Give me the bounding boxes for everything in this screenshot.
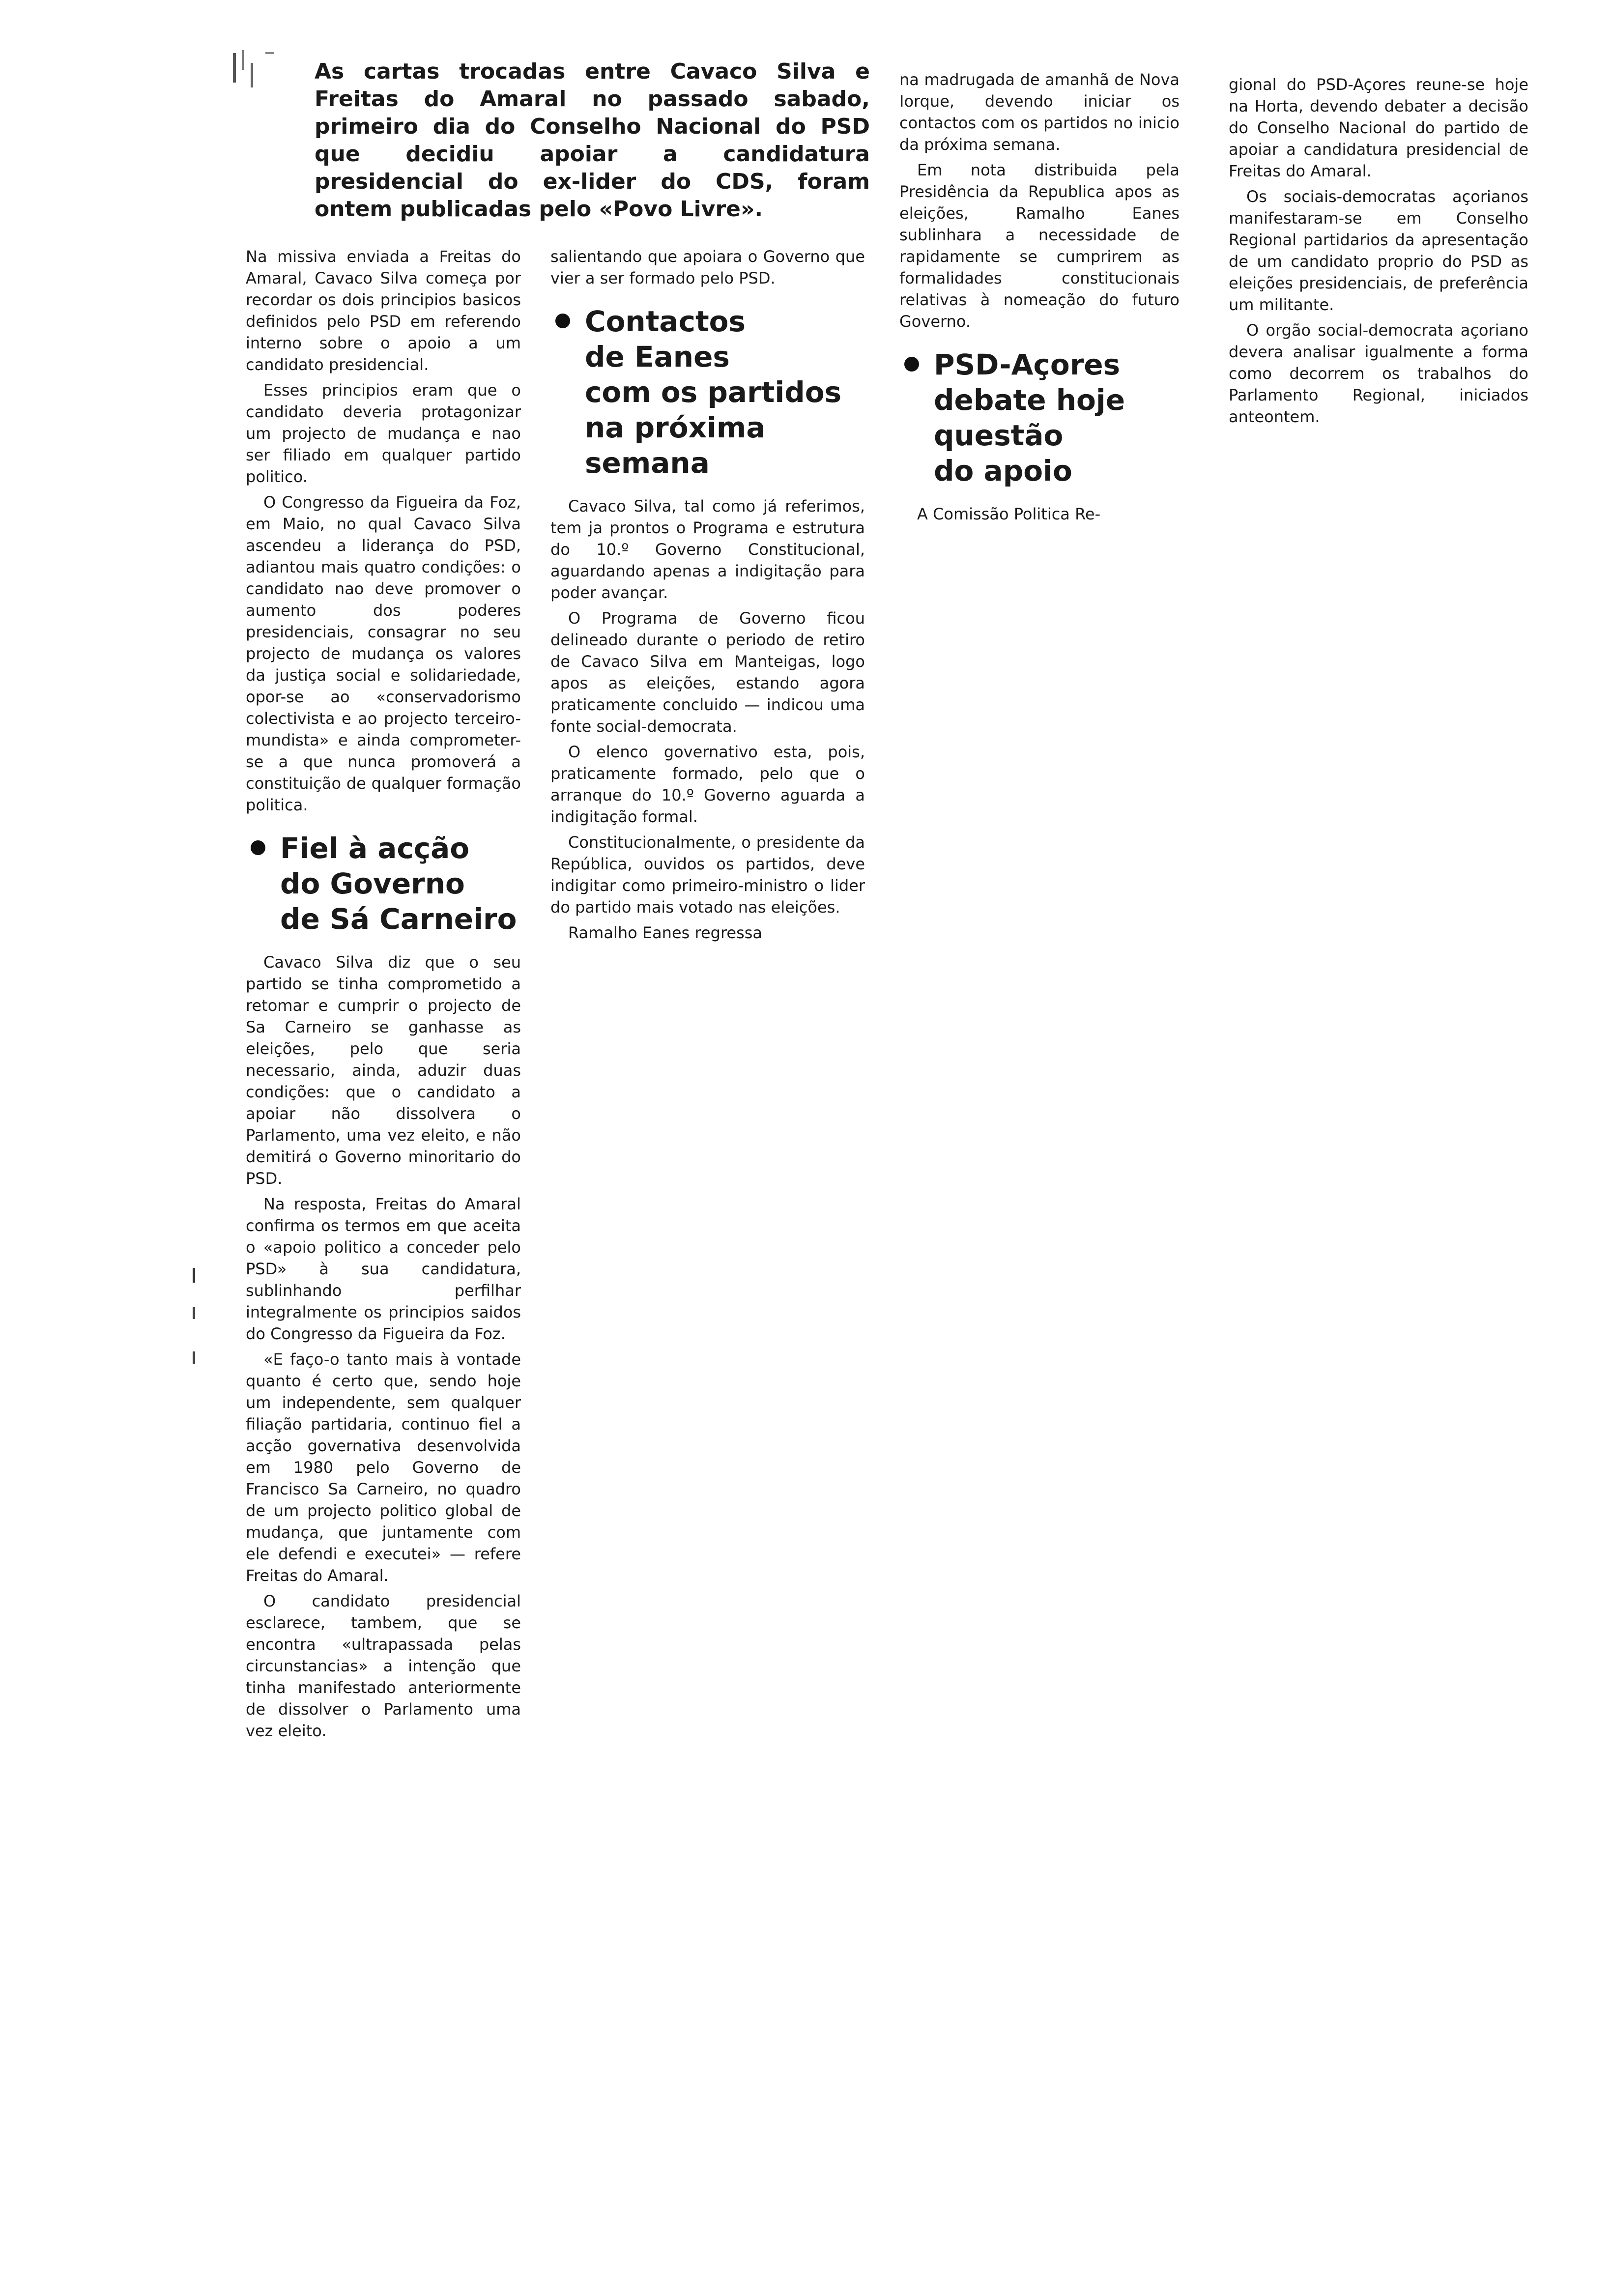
col3-paragraph-3: A Comissão Politica Re- bbox=[917, 505, 1101, 523]
col1-paragraph-7: O candidato presidencial esclarece, tambem, que se encontra «ultrapassada pelas circunstancias» a intenção que tinha manifestado anteriormente de dissolver o Parlamento uma vez eleito. bbox=[246, 1592, 521, 1740]
column-2 bbox=[550, 246, 865, 947]
col2-paragraph-3: O Programa de Governo ficou delineado durante o periodo de retiro de Cavaco Silva em Manteigas, logo apos as eleições, estando agora praticamente concluido — indicou uma fonte social-democrata. bbox=[550, 609, 865, 736]
subheading-line: semana bbox=[585, 446, 710, 480]
subheading-line: do Governo bbox=[280, 867, 465, 900]
subheading-line: debate hoje bbox=[934, 383, 1125, 417]
col3-paragraph-1: na madrugada de amanhã de Nova Iorque, devendo iniciar os contactos com os partidos no inicio da próxima semana. bbox=[899, 70, 1180, 154]
scan-margin-marks bbox=[191, 1268, 198, 1386]
column-1 bbox=[246, 246, 521, 1746]
col3-paragraph-2: Em nota distribuida pela Presidência da Republica apos as eleições, Ramalho Eanes sublinhara a necessidade de rapidamente se cumprirem as formalidades constitucionais relativas à nomeação do futuro Governo. bbox=[899, 161, 1180, 331]
col4-paragraph-1: gional do PSD-Açores reune-se hoje na Horta, devendo debater a decisão do Conselho Nacional do partido de apoiar a candidatura presidencial de Freitas do Amaral. bbox=[1229, 75, 1528, 180]
col1-subheading bbox=[246, 831, 521, 937]
col2-paragraph-4: O elenco governativo esta, pois, praticamente formado, pelo que o arranque do 10.º Governo aguarda a indigitação formal. bbox=[550, 743, 865, 826]
subheading-line: Contactos bbox=[585, 305, 746, 338]
subheading-line: de Sá Carneiro bbox=[280, 902, 517, 936]
subheading-line: PSD-Açores bbox=[934, 348, 1121, 381]
column-4 bbox=[1229, 74, 1528, 431]
subheading-line: Fiel à acção bbox=[280, 832, 470, 865]
col1-paragraph-5: Na resposta, Freitas do Amaral confirma os termos em que aceita o «apoio politico a conceder pelo PSD» à sua candidatura, sublinhando perfilhar integralmente os principios saidos do Congresso da Figueira da Foz. bbox=[246, 1195, 521, 1343]
bullet-icon bbox=[251, 840, 265, 855]
column-3 bbox=[899, 69, 1180, 529]
subheading-line: do apoio bbox=[934, 454, 1072, 488]
subheading-line: com os partidos bbox=[585, 375, 842, 409]
col1-paragraph-4: Cavaco Silva diz que o seu partido se tinha comprometido a retomar e cumprir o projecto de Sa Carneiro se ganhasse as eleições, pelo que seria necessario, ainda, aduzir duas condições: que o candidato a apoiar não dissolvera o Parlamento, uma vez eleito, e não demitirá o Governo minoritario do PSD. bbox=[246, 953, 521, 1188]
col2-paragraph-5: Constitucionalmente, o presidente da República, ouvidos os partidos, deve indigitar como primeiro-ministro o lider do partido mais votado nas eleições. bbox=[550, 833, 865, 917]
col1-paragraph-3: O Congresso da Figueira da Foz, em Maio, no qual Cavaco Silva ascendeu a liderança do PSD, adiantou mais quatro condições: o candidato nao deve promover o aumento dos poderes presidenciais, consagrar no seu projecto de mudança os valores da justiça social e solidariedade, opor-se ao «conservadorismo colectivista e ao projecto terceiro-mundista» e ainda comprometer-se a que nunca promoverá a constituição de qualquer formação politica. bbox=[246, 493, 521, 814]
col4-paragraph-3: O orgão social-democrata açoriano devera analisar igualmente a forma como decorrem os trabalhos do Parlamento Regional, iniciados anteontem. bbox=[1229, 321, 1528, 426]
col2-paragraph-1: salientando que apoiara o Governo que vier a ser formado pelo PSD. bbox=[550, 247, 865, 287]
subheading-line: de Eanes bbox=[585, 340, 730, 373]
col2-paragraph-6: Ramalho Eanes regressa bbox=[568, 923, 763, 942]
col1-paragraph-6: «E faço-o tanto mais à vontade quanto é certo que, sendo hoje um independente, sem qualquer filiação partidaria, continuo fiel a acção governativa desenvolvida em 1980 pelo Governo de Francisco Sa Carneiro, no quadro de um projecto politico global de mudança, que juntamente com ele defendi e executei» — refere Freitas do Amaral. bbox=[246, 1350, 521, 1585]
subheading-line: questão bbox=[934, 419, 1064, 452]
bullet-icon bbox=[555, 314, 570, 328]
col2-subheading bbox=[550, 304, 865, 481]
article-lead: As cartas trocadas entre Cavaco Silva e Freitas do Amaral no passado sabado, primeiro dia do Conselho Nacional do PSD que decidiu apoiar a candidatura presidencial do ex-lider do CDS, foram ontem publicadas pelo «Povo Livre». bbox=[315, 59, 870, 222]
col3-subheading bbox=[899, 347, 1180, 488]
subheading-line: na próxima bbox=[585, 411, 766, 444]
scan-noise-mark bbox=[231, 48, 290, 107]
col2-paragraph-2: Cavaco Silva, tal como já referimos, tem ja prontos o Programa e estrutura do 10.º Governo Constitucional, aguardando apenas a indigitação para poder avançar. bbox=[550, 497, 865, 602]
bullet-icon bbox=[904, 357, 919, 372]
col4-paragraph-2: Os sociais-democratas açorianos manifestaram-se em Conselho Regional partidarios da apresentação de um candidato proprio do PSD as eleições presidenciais, de preferência um militante. bbox=[1229, 187, 1528, 314]
col1-paragraph-2: Esses principios eram que o candidato deveria protagonizar um projecto de mudança e nao ser filiado em qualquer partido politico. bbox=[246, 381, 521, 486]
col1-paragraph-1: Na missiva enviada a Freitas do Amaral, Cavaco Silva começa por recordar os dois principios basicos definidos pelo PSD em referendo interno sobre o apoio a um candidato presidencial. bbox=[246, 247, 521, 374]
